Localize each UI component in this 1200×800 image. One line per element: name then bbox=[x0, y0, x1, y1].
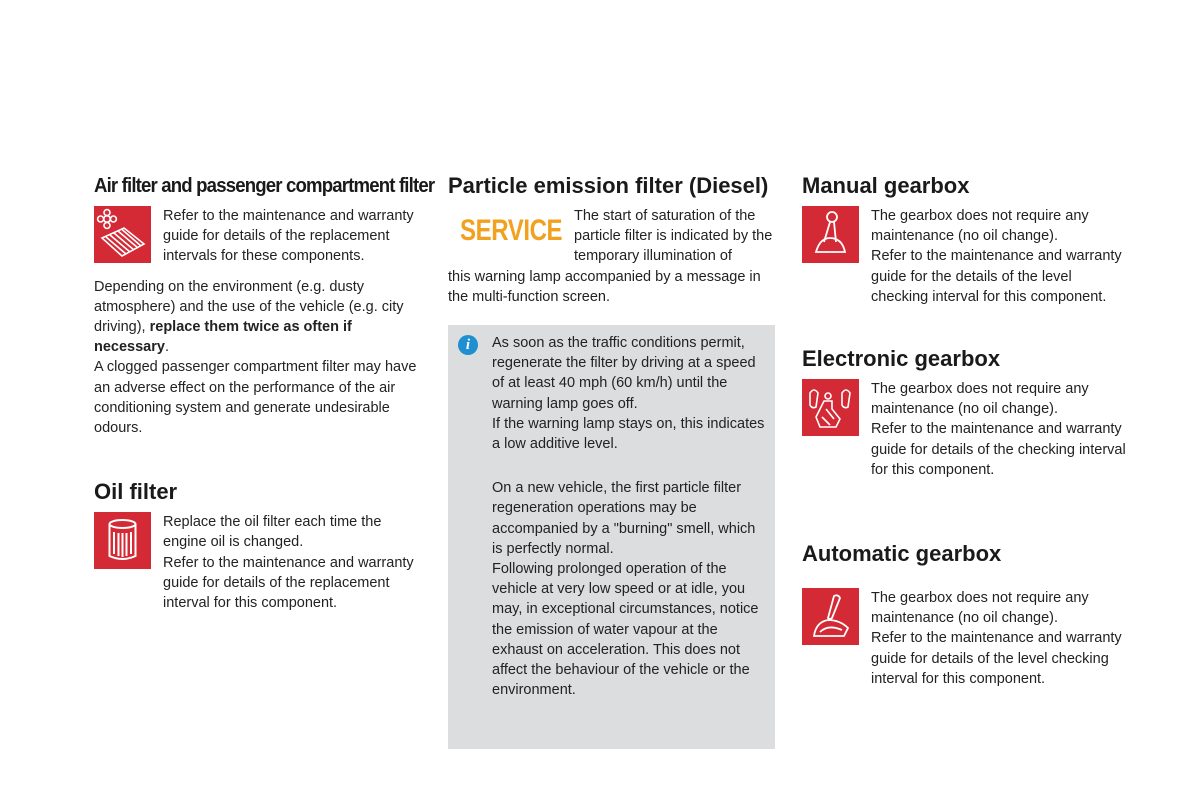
automatic-gearbox-text bbox=[871, 588, 1132, 689]
service-warning-lamp: SERVICE bbox=[460, 214, 563, 247]
oil-filter-text-2: Refer to the maintenance and warranty guide for details of the replacement interval for this component. bbox=[163, 554, 414, 612]
air-filter-para-1: Depending on the environment (e.g. dusty atmosphere) and the use of the vehicle (e.g. city driving), bbox=[94, 278, 404, 336]
air-filter-para-1-bold: replace them twice as often if necessary bbox=[94, 319, 352, 356]
air-filter-title: Air filter and passenger compartment filter bbox=[94, 175, 435, 197]
air-filter-paragraph bbox=[94, 277, 424, 439]
column-right bbox=[802, 172, 1132, 689]
oil-filter-title: Oil filter bbox=[94, 479, 178, 505]
automatic-gearbox-section bbox=[802, 588, 1132, 689]
air-filter-icon-text: Refer to the maintenance and warranty guide for details of the replacement intervals for these components. bbox=[163, 208, 414, 265]
electronic-gearbox-text-2: Refer to the maintenance and warranty guide for details of the checking interval for this component. bbox=[871, 421, 1126, 478]
info-box bbox=[448, 325, 775, 749]
air-filter-section bbox=[94, 206, 424, 267]
electronic-gearbox-title: Electronic gearbox bbox=[802, 346, 1001, 372]
particle-filter-text-rest: this warning lamp accompanied by a message in the multi-function screen. bbox=[448, 268, 761, 305]
automatic-gear-selector-icon bbox=[802, 588, 859, 645]
electronic-gearbox-text-1: The gearbox does not require any maintenance (no oil change). bbox=[871, 381, 1089, 418]
electronic-gearbox-text bbox=[871, 379, 1132, 480]
column-left bbox=[94, 172, 435, 613]
oil-filter-text bbox=[163, 512, 424, 613]
info-icon: i bbox=[458, 335, 478, 355]
manual-gearbox-text-1: The gearbox does not require any maintenance (no oil change). bbox=[871, 208, 1089, 245]
manual-gearbox-text bbox=[871, 206, 1132, 307]
info-box-text bbox=[492, 333, 768, 700]
air-filter-icon bbox=[94, 206, 151, 263]
electronic-gear-lever-icon bbox=[802, 379, 859, 436]
automatic-gearbox-title: Automatic gearbox bbox=[802, 541, 1002, 567]
manual-gearbox-text-2: Refer to the maintenance and warranty guide for the details of the level checking interval for this component. bbox=[871, 248, 1122, 305]
info-paragraph-3: On a new vehicle, the first particle filter regeneration operations may be accompanied by a "burning" smell, which is perfectly normal. bbox=[492, 480, 756, 557]
column-middle bbox=[448, 172, 778, 307]
oil-filter-icon bbox=[94, 512, 151, 569]
manual-gearbox-section bbox=[802, 206, 1132, 307]
manual-gearbox-title: Manual gearbox bbox=[802, 173, 970, 198]
gear-lever-icon bbox=[802, 206, 859, 263]
air-filter-para-1-end: . bbox=[164, 339, 169, 356]
particle-filter-section bbox=[448, 206, 778, 307]
oil-filter-section bbox=[94, 512, 424, 613]
electronic-gearbox-section bbox=[802, 379, 1132, 480]
automatic-gearbox-text-1: The gearbox does not require any maintenance (no oil change). bbox=[871, 590, 1089, 627]
particle-filter-text-lead: The start of saturation of the particle filter is indicated by the temporary illumination of bbox=[574, 208, 773, 265]
air-filter-para-2: A clogged passenger compartment filter may have an adverse effect on the performance of the air conditioning system and generate undesirable odours. bbox=[94, 359, 417, 437]
particle-filter-title: Particle emission filter (Diesel) bbox=[448, 173, 769, 198]
info-paragraph-4: Following prolonged operation of the vehicle at very low speed or at idle, you may, in exceptional circumstances, notice the emission of water vapour at the exhaust on acceleration. This does not affect the behaviour of the vehicle or the environment. bbox=[492, 561, 759, 699]
info-paragraph-2: If the warning lamp stays on, this indicates a low additive level. bbox=[492, 415, 765, 453]
automatic-gearbox-text-2: Refer to the maintenance and warranty guide for details of the level checking interval for this component. bbox=[871, 630, 1122, 687]
oil-filter-text-1: Replace the oil filter each time the engine oil is changed. bbox=[163, 514, 382, 551]
info-paragraph-1: As soon as the traffic conditions permit, regenerate the filter by driving at a speed of at least 40 mph (60 km/h) until the warning lamp goes off. bbox=[492, 335, 756, 412]
